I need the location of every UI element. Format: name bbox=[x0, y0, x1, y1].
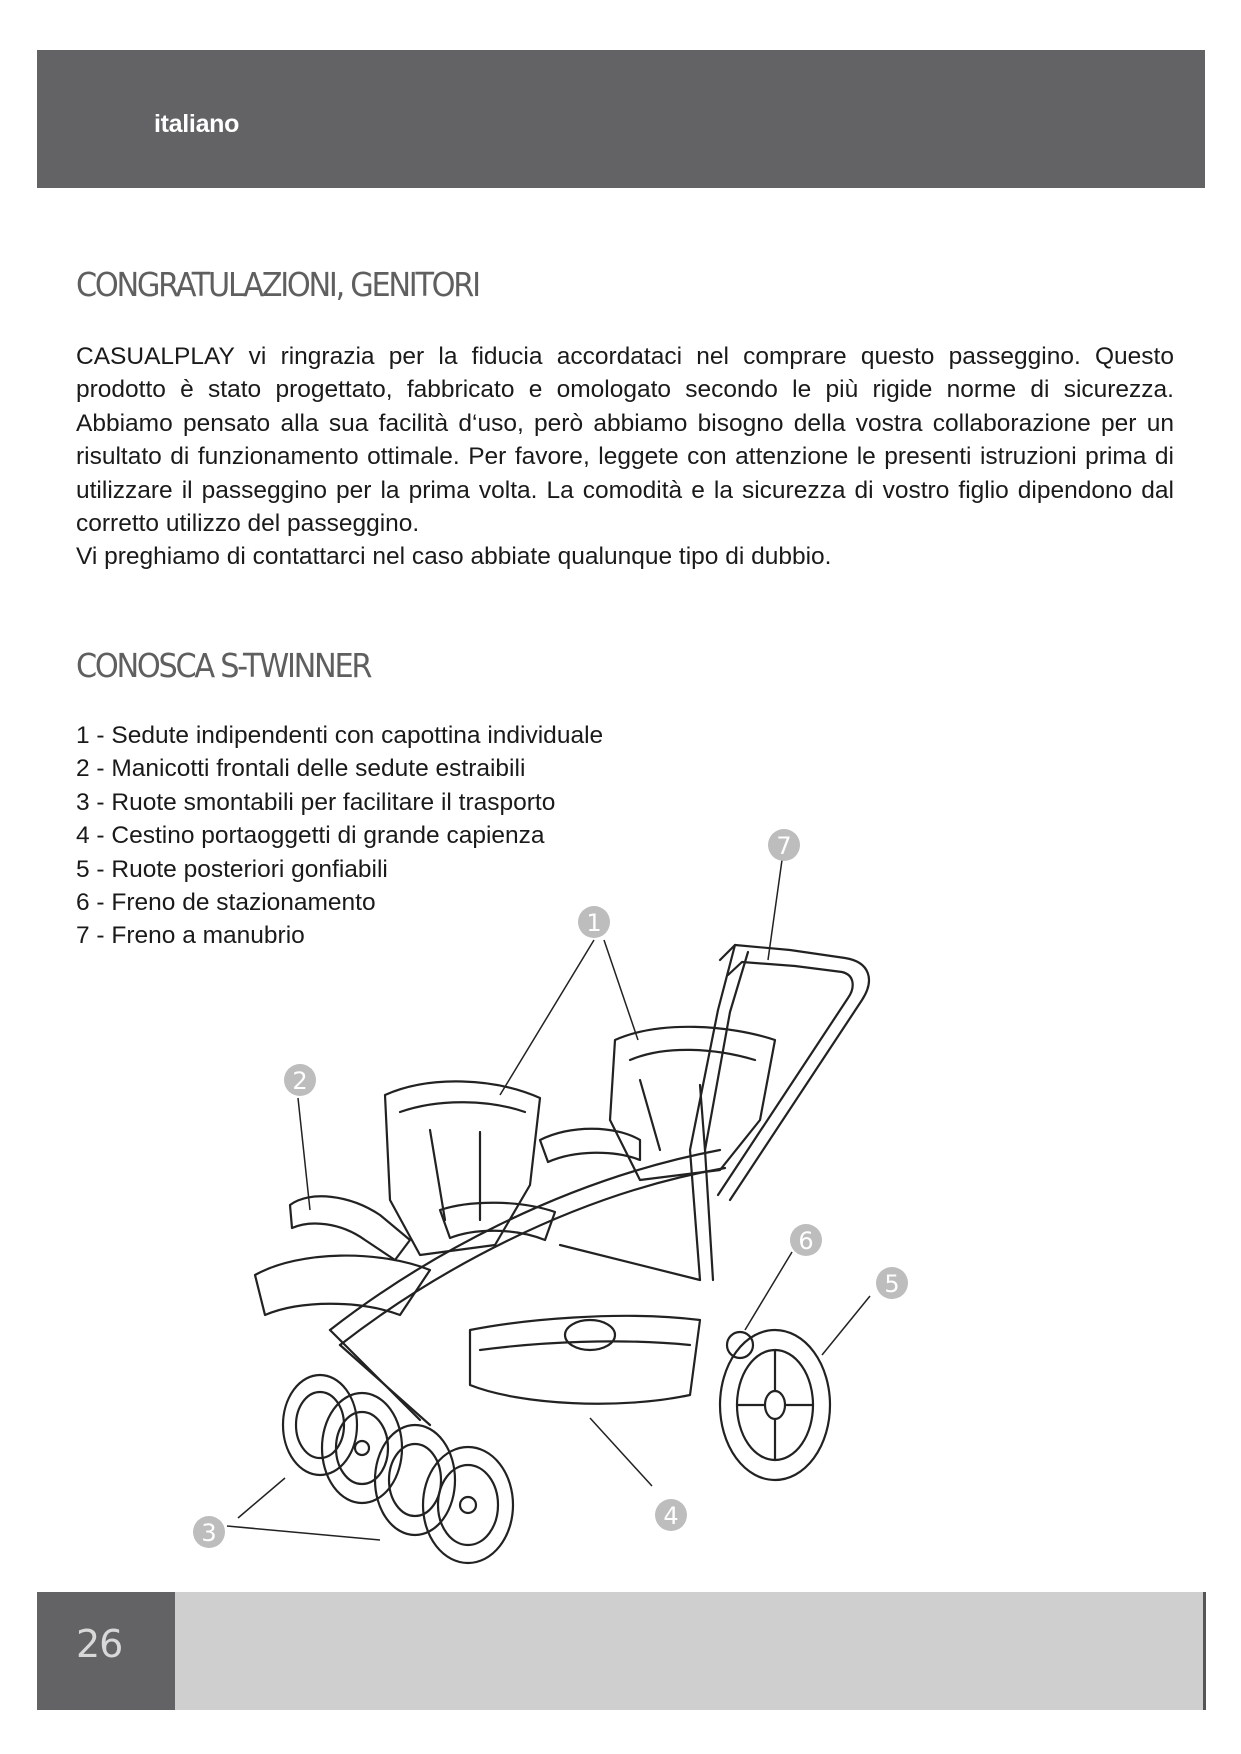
stroller-illustration bbox=[255, 945, 869, 1563]
callout-badge-7 bbox=[768, 829, 800, 861]
callout-badge-2 bbox=[284, 1064, 316, 1096]
intro-text-last: Vi preghiamo di contattarci nel caso abbiate qualunque tipo di dubbio. bbox=[76, 543, 832, 571]
callout-badge-4 bbox=[655, 1499, 687, 1531]
language-label: italiano bbox=[154, 110, 240, 138]
callout-number: 7 bbox=[776, 832, 792, 860]
section-title-congratulations: CONGRATULAZIONI, GENITORI bbox=[76, 265, 479, 304]
callout-badge-6 bbox=[790, 1224, 822, 1256]
callout-number: 2 bbox=[292, 1067, 308, 1095]
feature-item: 4 - Cestino portaoggetti di grande capienza bbox=[76, 822, 545, 850]
callout-number: 1 bbox=[586, 909, 602, 937]
callout-number: 5 bbox=[884, 1270, 900, 1298]
feature-item: 3 - Ruote smontabili per facilitare il trasporto bbox=[76, 788, 556, 816]
feature-item: 2 - Manicotti frontali delle sedute estraibili bbox=[76, 755, 526, 783]
callout-badge-1 bbox=[578, 906, 610, 938]
feature-item: 6 - Freno de stazionamento bbox=[76, 889, 376, 917]
feature-item: 5 - Ruote posteriori gonfiabili bbox=[76, 855, 388, 883]
callout-number: 3 bbox=[201, 1519, 217, 1547]
callout-badge-5 bbox=[876, 1267, 908, 1299]
callout-number: 6 bbox=[798, 1227, 814, 1255]
feature-item: 1 - Sedute indipendenti con capottina individuale bbox=[76, 722, 604, 749]
intro-text: CASUALPLAY vi ringrazia per la fiducia accordataci nel comprare questo passeggino. Questo prodotto è stato progettato, fabbricato e omologato secondo le più rigide norme di sicurezza. Abbiamo pensato alla sua facilità d‘uso, però abbiamo bisogno della vostra collaborazione per un risultato di funzionamento ottimale. Per favore, leggete con attenzione le presenti istruzioni prima di utilizzare il passeggino per la prima volta. La comodità e la sicurezza di vostro figlio dipendono dal corretto utilizzo del passeggino. bbox=[76, 343, 1174, 538]
section-title-stroller: CONOSCA S-TWINNER bbox=[76, 646, 371, 685]
callout-number: 4 bbox=[663, 1502, 679, 1530]
callout-badge-3 bbox=[193, 1516, 225, 1548]
footer-bar bbox=[175, 1592, 1206, 1710]
page-number: 26 bbox=[76, 1622, 123, 1666]
feature-item: 7 - Freno a manubrio bbox=[76, 922, 305, 950]
